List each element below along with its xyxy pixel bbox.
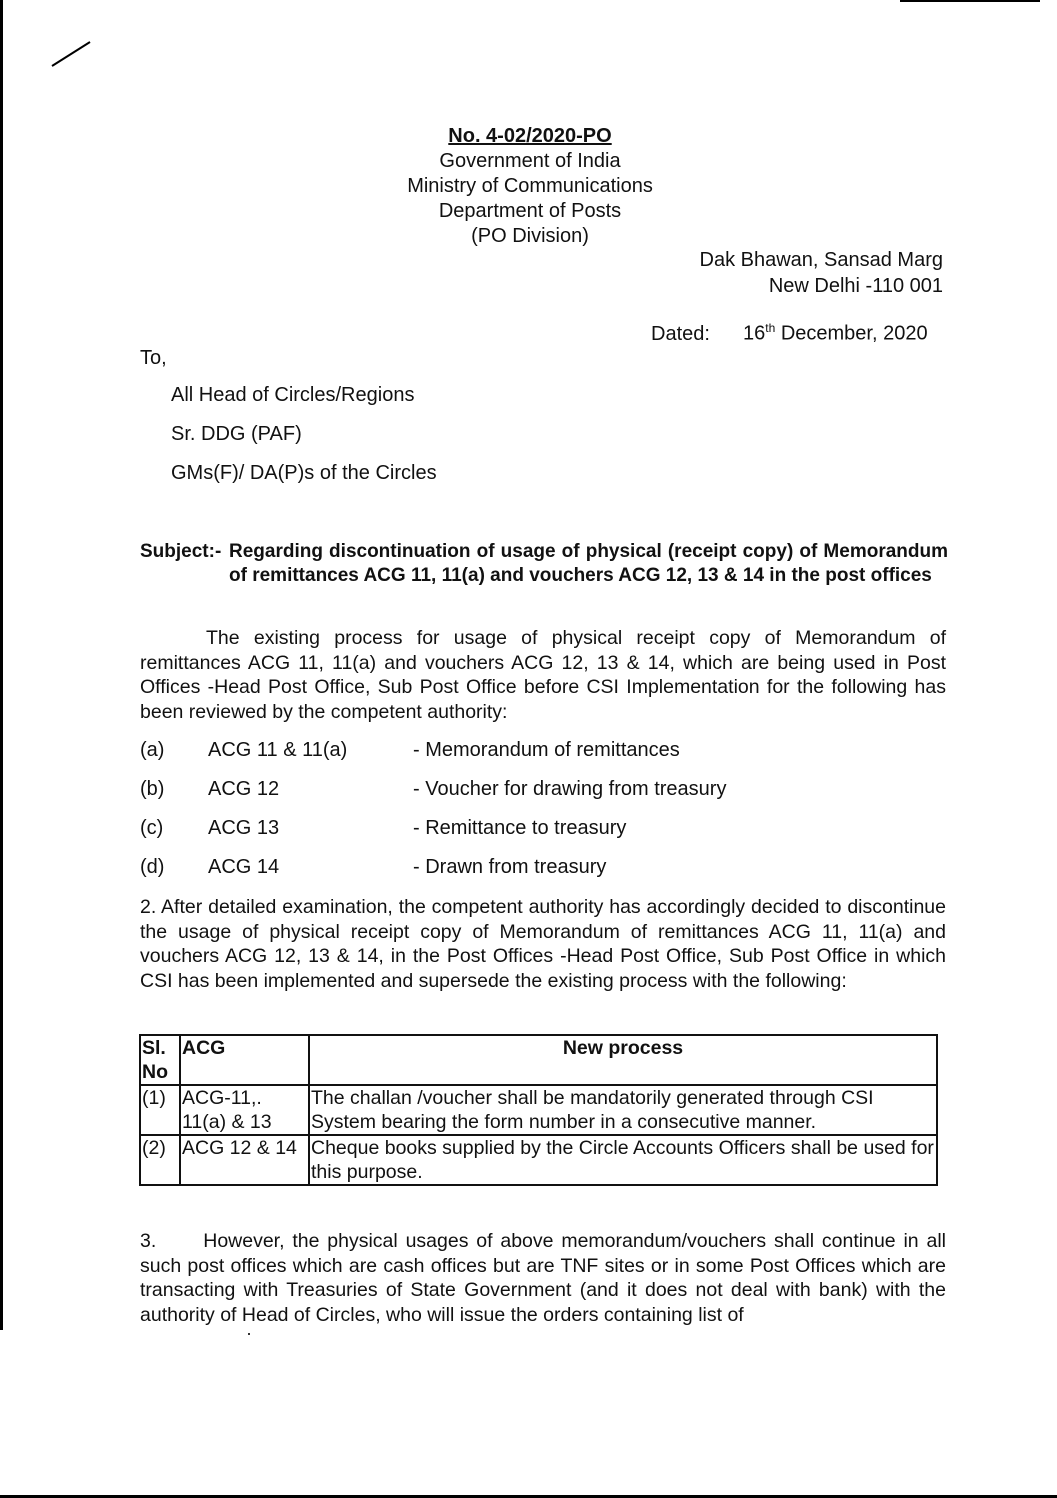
list-item-description: - Remittance to treasury	[413, 817, 627, 839]
list-item-code: ACG 14	[208, 856, 280, 878]
address-block	[700, 247, 943, 299]
date-line	[651, 321, 928, 346]
list-item-code: ACG 13	[208, 817, 280, 839]
cell-new-process: The challan /voucher shall be mandatorily generated through CSI System bearing the form number in a consecutive manner.	[309, 1085, 937, 1135]
date-day: 16	[743, 322, 766, 345]
header-acg: ACG	[180, 1035, 309, 1085]
reference-number: No. 4-02/2020-PO	[448, 125, 612, 147]
subject-text: Regarding discontinuation of usage of physical (receipt copy) of Memorandum of remittances ACG 11, 11(a) and vouchers ACG 12, 13 & 14 in the post offices	[229, 541, 948, 586]
subject	[140, 540, 948, 588]
letterhead	[330, 124, 730, 249]
to-label: To,	[140, 347, 167, 369]
paragraph-1: The existing process for usage of physical receipt copy of Memorandum of remittances ACG 11, 11(a) and vouchers ACG 12, 13 & 14, which are being used in Post Offices -Head Post Office, Sub Post Office before CSI Implementation for the following has been reviewed by the competent authority:	[140, 627, 946, 723]
scan-speck	[248, 1333, 250, 1335]
new-process-table	[139, 1034, 938, 1186]
header-line-ministry: Ministry of Communications	[407, 175, 653, 197]
header-new-process: New process	[309, 1035, 937, 1085]
address-line-1: Dak Bhawan, Sansad Marg	[699, 249, 943, 271]
list-item-description: - Voucher for drawing from treasury	[413, 778, 727, 800]
header-line-department: Department of Posts	[438, 200, 622, 222]
list-item-label: (c)	[140, 817, 164, 839]
paragraph-3: 3. However, the physical usages of above memorandum/vouchers shall continue in all such post offices which are cash offices but are TNF sites or in some Post Offices which are transacting with Treasuries of State Government (and it does not deal with bank) with the authority of Head of Circles, who will issue the orders containing list of	[140, 1230, 946, 1326]
list-item-label: (b)	[140, 778, 165, 800]
list-item-label: (d)	[140, 856, 165, 878]
scan-edge-left	[0, 0, 3, 1330]
table-row	[140, 1135, 937, 1185]
cell-acg: ACG 12 & 14	[180, 1135, 309, 1185]
recipients-list	[171, 384, 437, 501]
cell-sl-no: (2)	[140, 1135, 180, 1185]
table-row	[140, 1085, 937, 1135]
list-item-label: (a)	[140, 739, 165, 761]
table-header-row	[140, 1035, 937, 1085]
recipient: GMs(F)/ DA(P)s of the Circles	[171, 462, 437, 484]
recipient: All Head of Circles/Regions	[171, 384, 415, 406]
list-item-description: - Memorandum of remittances	[413, 739, 680, 761]
pen-mark-icon	[50, 38, 95, 68]
dated-label: Dated:	[651, 322, 710, 345]
cell-acg: ACG-11,. 11(a) & 13	[180, 1085, 309, 1135]
paragraph-2: 2. After detailed examination, the competent authority has accordingly decided to discontinue the usage of physical receipt copy of Memorandum of remittances ACG 11, 11(a) and vouchers ACG 12, 13 & 14, in the Post Offices -Head Post Office, Sub Post Office in which CSI has been implemented and supersede the existing process with the following:	[140, 896, 946, 992]
header-line-division: (PO Division)	[471, 225, 589, 247]
list-item-description: - Drawn from treasury	[413, 856, 607, 878]
header-line-government: Government of India	[439, 150, 621, 172]
address-line-2: New Delhi -110 001	[768, 275, 943, 297]
header-sl-no: Sl. No	[140, 1035, 180, 1085]
cell-sl-no: (1)	[140, 1085, 180, 1135]
date-suffix: th	[765, 321, 776, 335]
date-rest: December, 2020	[775, 322, 928, 345]
cell-new-process: Cheque books supplied by the Circle Accounts Officers shall be used for this purpose.	[309, 1135, 937, 1185]
list-item-code: ACG 11 & 11(a)	[208, 739, 348, 761]
recipient: Sr. DDG (PAF)	[171, 423, 302, 445]
list-item-code: ACG 12	[208, 778, 280, 800]
subject-label: Subject:-	[140, 541, 222, 562]
scan-edge-top	[900, 0, 1040, 2]
